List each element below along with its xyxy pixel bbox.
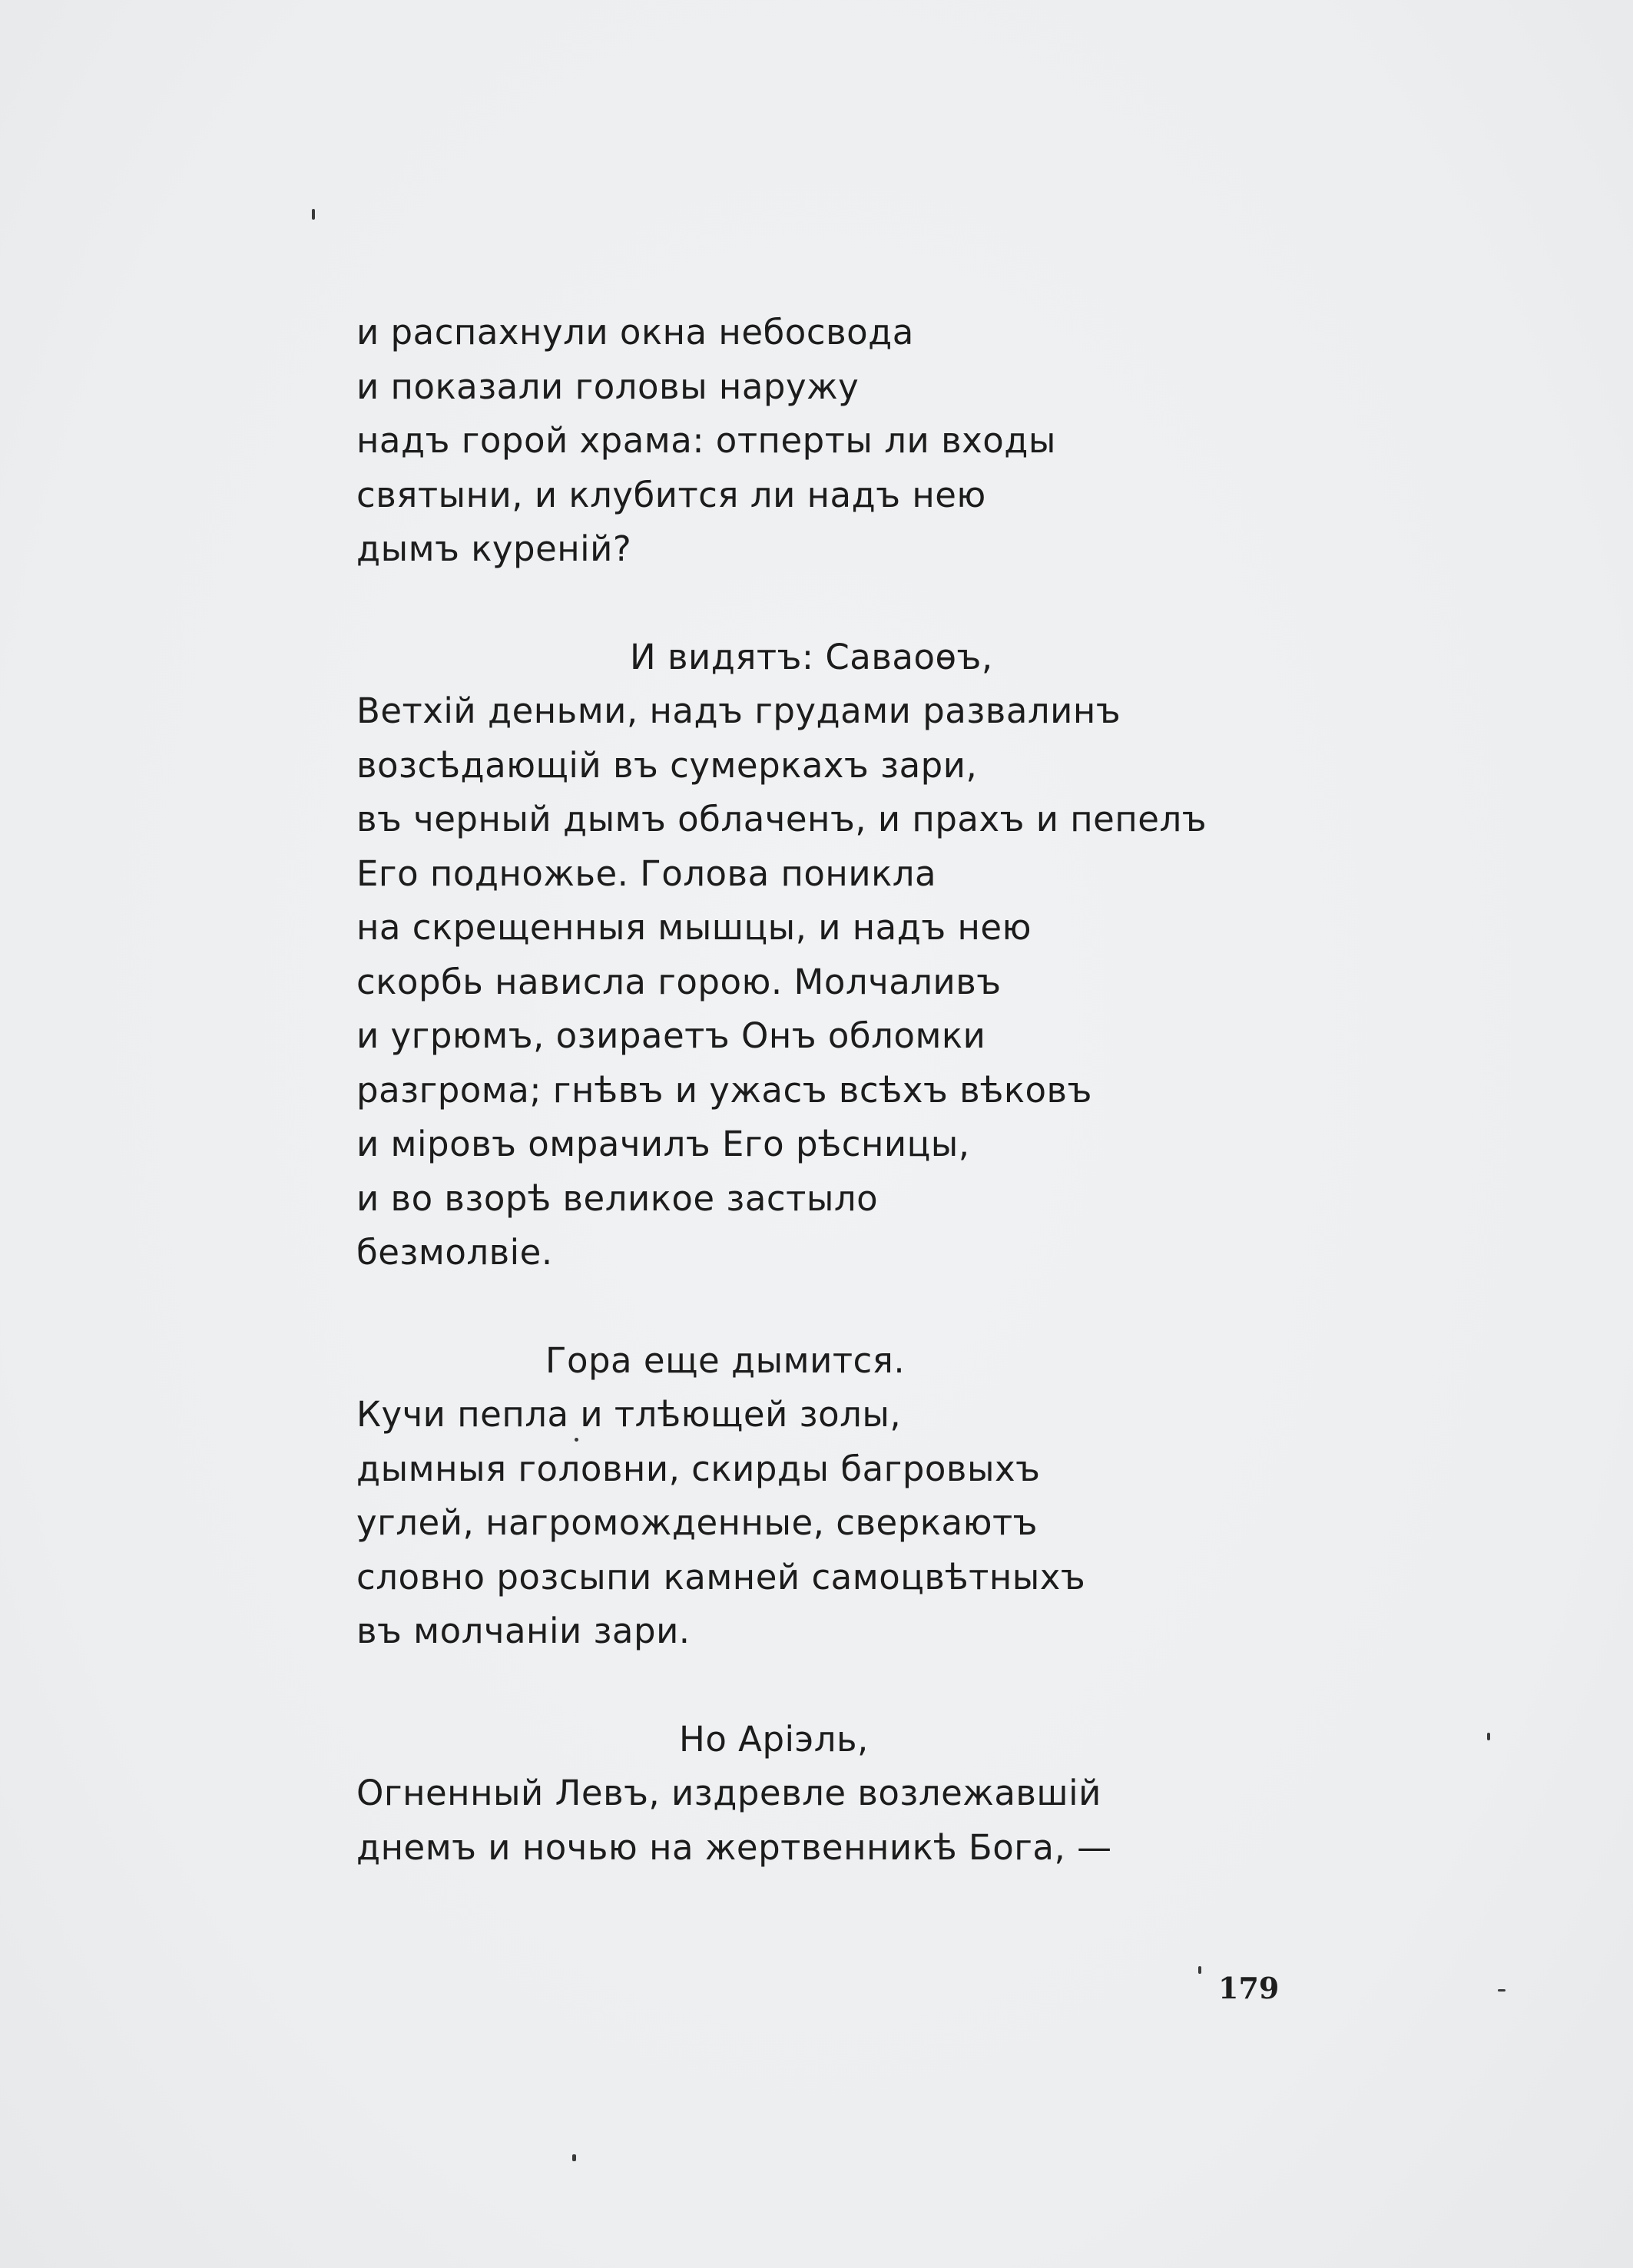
scan-speck <box>572 2154 576 2161</box>
poem-line: Ветхій деньми, надъ грудами развалинъ <box>356 690 1121 731</box>
poem-line: Но Аріэль, <box>679 1718 869 1760</box>
poem-line: безмолвіе. <box>356 1232 553 1273</box>
poem-line: углей, нагроможденные, сверкаютъ <box>356 1502 1038 1543</box>
poem-line: и угрюмъ, озираетъ Онъ обломки <box>356 1015 986 1056</box>
scan-speck <box>1487 1733 1490 1740</box>
poem-line: возсѣдающій въ сумеркахъ зари, <box>356 744 978 786</box>
stanza-1 <box>356 306 1278 577</box>
poem-line: И видятъ: Саваоѳъ, <box>630 636 993 677</box>
scan-speck <box>575 1438 578 1442</box>
poem-line: надъ горой храма: отперты ли входы <box>356 420 1056 461</box>
poem-line: въ молчаніи зари. <box>356 1611 691 1651</box>
poem-line: Огненный Левъ, издревле возлежавшій <box>356 1773 1101 1813</box>
poem-line: скорбь нависла горою. Молчаливъ <box>356 961 1002 1002</box>
poem-line: словно розсыпи камней самоцвѣтныхъ <box>356 1556 1086 1598</box>
stanza-4 <box>356 1713 1278 1876</box>
stanza-2 <box>356 631 1278 1280</box>
poem-line: Гора еще дымится. <box>545 1339 906 1381</box>
poem-line: дымныя головни, скирды багровыхъ <box>356 1448 1041 1489</box>
page-number: 179 <box>1218 1971 1280 2005</box>
stanza-3 <box>356 1334 1278 1659</box>
poem-line: и во взорѣ великое застыло <box>356 1177 879 1219</box>
poem-line: разгрома; гнѣвъ и ужасъ всѣхъ вѣковъ <box>356 1069 1092 1111</box>
poem-line: Кучи пепла и тлѣющей золы, <box>356 1394 902 1435</box>
poem-line: и міровъ омрачилъ Его рѣсницы, <box>356 1124 970 1164</box>
scan-speck <box>1198 1966 1201 1974</box>
poem-line: и распахнули окна небосвода <box>356 312 914 353</box>
poem-line: святыни, и клубится ли надъ нею <box>356 474 986 515</box>
poem-line: Его подножье. Голова поникла <box>356 853 937 894</box>
poem-line: днемъ и ночью на жертвенникѣ Бога, — <box>356 1826 1112 1868</box>
poem-line: и показали головы наружу <box>356 366 860 407</box>
scan-speck <box>1498 1989 1505 1992</box>
poem-text <box>356 306 1278 1929</box>
poem-line: въ черный дымъ облаченъ, и прахъ и пепелъ <box>356 799 1207 839</box>
poem-line: дымъ куреній? <box>356 528 632 569</box>
poem-line: на скрещенныя мышцы, и надъ нею <box>356 907 1032 948</box>
scan-speck <box>312 209 315 220</box>
